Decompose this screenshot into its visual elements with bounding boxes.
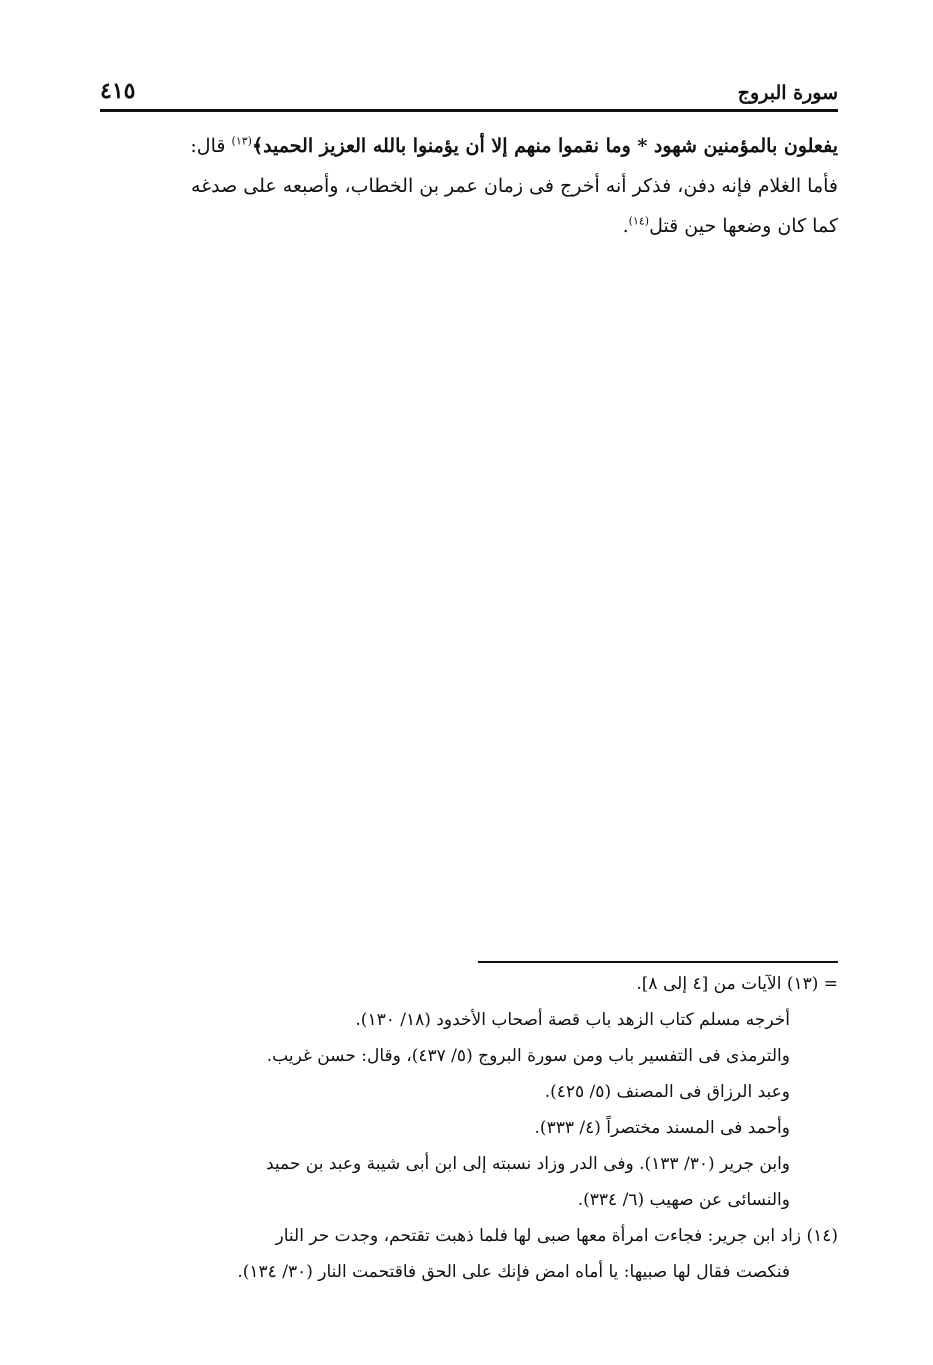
running-head bbox=[100, 64, 838, 104]
footnote-13-line: والنسائى عن صهيب (٦/ ٣٣٤). bbox=[577, 1190, 790, 1210]
footnote-13-line: وأحمد فى المسند مختصراً (٤/ ٣٣٣). bbox=[534, 1118, 790, 1138]
text-line-3 bbox=[100, 206, 838, 246]
surah-title: سورة البروج bbox=[737, 82, 838, 104]
header-divider bbox=[100, 109, 838, 112]
footnote-13-heading: = (١٣) الآيات من [٤ إلى ٨]. bbox=[636, 974, 838, 994]
footnote-14-line: فنكصت فقال لها صبيها: يا أماه امض فإنك على الحق فاقتحمت النار (٣٠/ ١٣٤). bbox=[237, 1262, 790, 1282]
main-text bbox=[100, 126, 838, 246]
text-line-1 bbox=[100, 126, 838, 166]
footnote-13-line: والترمذى فى التفسير باب ومن سورة البروج (٥/ ٤٣٧)، وقال: حسن غريب. bbox=[266, 1046, 790, 1066]
footnote-ref-13[interactable]: (١٣) bbox=[231, 134, 252, 148]
page-number: ٤١٥ bbox=[100, 78, 136, 104]
text-line-3-end: . bbox=[622, 215, 629, 237]
footnote-14-line: (١٤) زاد ابن جرير: فجاءت امرأة معها صبى لها فلما ذهبت تقتحم، وجدت حر النار bbox=[275, 1226, 838, 1246]
verse-text: يفعلون بالمؤمنين شهود * وما نقموا منهم إلا أن يؤمنوا بالله العزيز الحميد﴾ bbox=[251, 135, 838, 157]
footnote-13-line: أخرجه مسلم كتاب الزهد باب قصة أصحاب الأخدود (١٨/ ١٣٠). bbox=[355, 1010, 790, 1030]
footnote-ref-14[interactable]: (١٤) bbox=[628, 214, 650, 228]
footnote-13-line: وابن جرير (٣٠/ ١٣٣). وفى الدر وزاد نسبته إلى ابن أبى شيبة وعبد بن حميد bbox=[265, 1154, 790, 1174]
footnotes bbox=[100, 966, 838, 1290]
footnote-13-line: وعبد الرزاق فى المصنف (٥/ ٤٢٥). bbox=[544, 1082, 790, 1102]
footnote-divider bbox=[478, 961, 838, 963]
text-line-1-rest: قال: bbox=[190, 135, 232, 157]
text-line-3-body: كما كان وضعها حين قتل bbox=[649, 215, 838, 237]
text-line-2: فأما الغلام فإنه دفن، فذكر أنه أخرج فى زمان عمر بن الخطاب، وأصبعه على صدغه bbox=[191, 175, 838, 197]
